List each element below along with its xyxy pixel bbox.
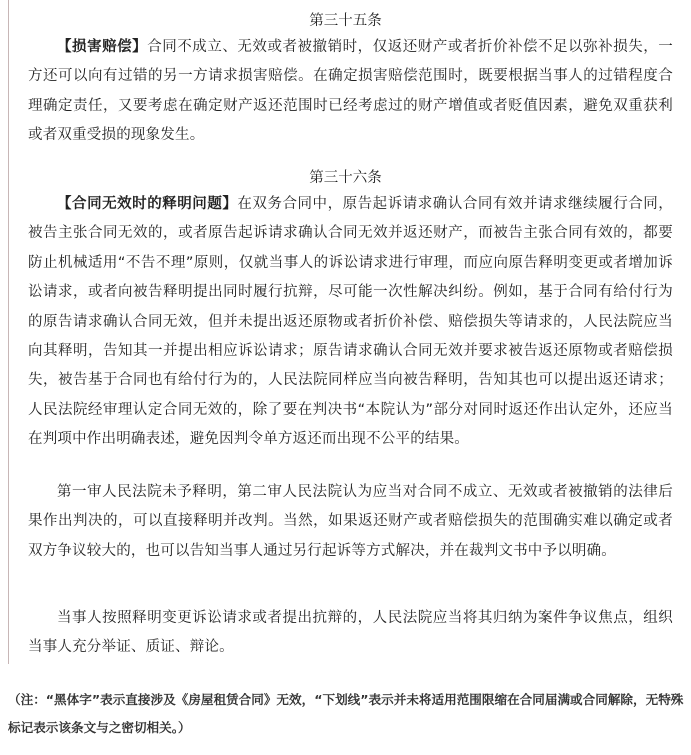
article-36-heading: 【合同无效时的释明问题】 bbox=[57, 196, 238, 212]
article-36-paragraph-3: 当事人按照释明变更诉讼请求或者提出抗辩的，人民法院应当将其归纳为案件争议焦点，组织当事人充分举证、质证、辩论。 bbox=[28, 610, 673, 656]
article-35-heading: 【损害赔偿】 bbox=[57, 39, 148, 55]
article-35-title: 第三十五条 bbox=[309, 13, 382, 29]
article-36-text: 在双务合同中，原告起诉请求确认合同有效并请求继续履行合同，被告主张合同无效的，或者原告起诉请求确认合同无效并返还财产，而被告主张合同有效的，都要防止机械适用“不告不理”原则，仅就当事人的诉讼请求进行审理，而应向原告释明变更或者增加诉讼请求，或者向被告释明提出同时履行抗辩，尽可能一次性解决纠纷。例如，基于合同有给付行为的原告请求确认合同无效，但并未提出返还原物或者折价补偿、赔偿损失等请求的，人民法院应当向其释明，告知其一并提出相应诉讼请求；原告请求确认合同无效并要求被告返还原物或者赔偿损失，被告基于合同也有给付行为的，人民法院同样应当向被告释明，告知其也可以提出返还请求；人民法院经审理认定合同无效的，除了要在判决书“本院认为”部分对同时返还作出认定外，还应当在判项中作出明确表述，避免因判令单方返还而出现不公平的结果。 bbox=[28, 196, 673, 448]
article-35-paragraph bbox=[28, 33, 673, 151]
article-36-paragraph bbox=[28, 190, 673, 455]
article-35-text: 合同不成立、无效或者被撤销时，仅返还财产或者折价补偿不足以弥补损失，一方还可以向有过错的另一方请求损害赔偿。在确定损害赔偿范围时，既要根据当事人的过错程度合理确定责任，又要考虑在确定财产返还范围时已经考虑过的财产增值或者贬值因素，避免双重获利或者双重受损的现象发生。 bbox=[28, 39, 674, 144]
article-36-title: 第三十六条 bbox=[309, 170, 382, 186]
article-36-paragraph-2: 第一审人民法院未予释明，第二审人民法院认为应当对合同不成立、无效或者被撤销的法律后果作出判决的，可以直接释明并改判。当然，如果返还财产或者赔偿损失的范围确实难以确定或者双方争议较大的，也可以告知当事人通过另行起诉等方式解决，并在裁判文书中予以明确。 bbox=[28, 484, 673, 559]
left-border-rule bbox=[8, 0, 9, 664]
footnote: （注：“黑体字”表示直接涉及《房屋租赁合同》无效，“下划线”表示并未将适用范围限缩在合同届满或合同解除，无特殊标记表示该条文与之密切相关。） bbox=[8, 692, 684, 735]
